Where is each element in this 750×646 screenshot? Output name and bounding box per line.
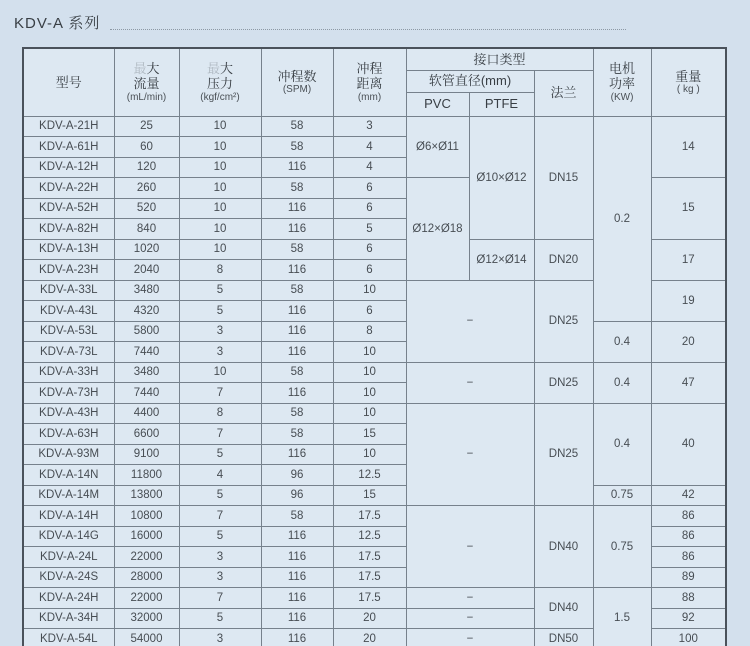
value-cell: 5800	[114, 321, 179, 342]
value-cell: 9100	[114, 444, 179, 465]
model-cell: KDV-A-33H	[23, 362, 114, 383]
value-cell: DN40	[534, 588, 593, 629]
header-line: 流量	[133, 76, 160, 92]
value-cell: 5	[333, 219, 406, 240]
value-cell: 17.5	[333, 506, 406, 527]
header-line: 重量	[675, 68, 702, 84]
faint-char: 最	[133, 61, 147, 77]
value-cell: 7440	[114, 342, 179, 363]
value-cell: Ø10×Ø12	[469, 116, 534, 239]
value-cell: DN50	[534, 629, 593, 646]
value-cell: 10	[333, 383, 406, 404]
value-cell: 1.5	[593, 588, 651, 646]
header-row-1	[23, 48, 726, 70]
value-cell: 10	[179, 362, 261, 383]
header-line: 压力	[206, 76, 233, 92]
model-cell: KDV-A-73L	[23, 342, 114, 363]
value-cell: 54000	[114, 629, 179, 646]
value-cell: 116	[261, 547, 333, 568]
value-cell: 89	[651, 567, 726, 588]
value-cell: DN15	[534, 116, 593, 239]
model-cell: KDV-A-14N	[23, 465, 114, 486]
value-cell: DN20	[534, 239, 593, 280]
value-cell: 10	[179, 137, 261, 158]
col-header-flange: 法兰	[534, 70, 593, 116]
value-cell: 0.2	[593, 116, 651, 321]
value-cell: DN25	[534, 403, 593, 506]
value-cell: 8	[333, 321, 406, 342]
value-cell: 15	[333, 424, 406, 445]
model-cell: KDV-A-43L	[23, 301, 114, 322]
value-cell: DN40	[534, 506, 593, 588]
model-cell: KDV-A-53L	[23, 321, 114, 342]
value-cell: 116	[261, 629, 333, 646]
value-cell: 2040	[114, 260, 179, 281]
model-cell: KDV-A-14G	[23, 526, 114, 547]
col-header-hose-diameter: 软管直径(mm)	[406, 70, 534, 92]
value-cell: 58	[261, 506, 333, 527]
model-cell: KDV-A-24L	[23, 547, 114, 568]
header-unit: ( kg )	[676, 84, 700, 96]
value-cell: −	[406, 362, 534, 403]
value-cell: 840	[114, 219, 179, 240]
value-cell: Ø12×Ø14	[469, 239, 534, 280]
model-cell: KDV-A-22H	[23, 178, 114, 199]
value-cell: 3	[179, 342, 261, 363]
value-cell: 4320	[114, 301, 179, 322]
model-cell: KDV-A-63H	[23, 424, 114, 445]
header-line	[182, 61, 259, 76]
header-line: 冲程	[356, 61, 383, 77]
value-cell: 0.4	[593, 362, 651, 403]
value-cell: Ø6×Ø11	[406, 116, 469, 178]
value-cell: 96	[261, 465, 333, 486]
faint-char: 最	[206, 61, 220, 77]
section-header	[14, 12, 714, 33]
value-cell: −	[406, 280, 534, 362]
model-cell: KDV-A-14H	[23, 506, 114, 527]
model-cell: KDV-A-12H	[23, 157, 114, 178]
col-header-weight	[651, 48, 726, 116]
value-cell: 58	[261, 178, 333, 199]
value-cell: 10	[179, 198, 261, 219]
col-header-stroke	[333, 48, 406, 116]
value-cell: 16000	[114, 526, 179, 547]
value-cell: 5	[179, 608, 261, 629]
header-line: 距离	[356, 76, 383, 92]
table-row	[23, 403, 726, 424]
value-cell: 116	[261, 383, 333, 404]
value-cell: 13800	[114, 485, 179, 506]
value-cell: 5	[179, 485, 261, 506]
table-row	[23, 588, 726, 609]
model-cell: KDV-A-23H	[23, 260, 114, 281]
value-cell: 15	[333, 485, 406, 506]
model-cell: KDV-A-82H	[23, 219, 114, 240]
value-cell: 17.5	[333, 567, 406, 588]
model-cell: KDV-A-34H	[23, 608, 114, 629]
value-cell: 20	[333, 608, 406, 629]
value-cell: 58	[261, 239, 333, 260]
value-cell: 22000	[114, 588, 179, 609]
value-cell: 10	[179, 219, 261, 240]
header-unit: (mL/min)	[126, 91, 167, 103]
value-cell: 88	[651, 588, 726, 609]
value-cell: 7	[179, 506, 261, 527]
value-cell: 60	[114, 137, 179, 158]
table-row	[23, 321, 726, 342]
col-header-interface-group: 接口类型	[406, 48, 593, 70]
value-cell: −	[406, 629, 534, 646]
value-cell: 116	[261, 321, 333, 342]
col-header-ptfe: PTFE	[469, 92, 534, 116]
value-cell: 3	[179, 321, 261, 342]
value-cell: 3	[179, 629, 261, 646]
col-header-max-pressure	[179, 48, 261, 116]
value-cell: 1020	[114, 239, 179, 260]
value-cell: 47	[651, 362, 726, 403]
value-cell: 116	[261, 157, 333, 178]
value-cell: 116	[261, 444, 333, 465]
value-cell: DN25	[534, 362, 593, 403]
value-cell: 58	[261, 116, 333, 137]
model-cell: KDV-A-43H	[23, 403, 114, 424]
value-cell: 92	[651, 608, 726, 629]
value-cell: 3	[179, 567, 261, 588]
value-cell: 116	[261, 567, 333, 588]
table-row	[23, 116, 726, 137]
value-cell: 58	[261, 137, 333, 158]
value-cell: −	[406, 608, 534, 629]
value-cell: 260	[114, 178, 179, 199]
value-cell: 6	[333, 178, 406, 199]
value-cell: 11800	[114, 465, 179, 486]
value-cell: −	[406, 403, 534, 506]
value-cell: Ø12×Ø18	[406, 178, 469, 281]
col-header-max-flow	[114, 48, 179, 116]
header-unit: (SPM)	[282, 84, 312, 96]
value-cell: 7440	[114, 383, 179, 404]
value-cell: 3	[333, 116, 406, 137]
value-cell: 6	[333, 239, 406, 260]
value-cell: 14	[651, 116, 726, 178]
value-cell: 42	[651, 485, 726, 506]
value-cell: 4400	[114, 403, 179, 424]
value-cell: 8	[179, 403, 261, 424]
value-cell: 10	[333, 342, 406, 363]
value-cell: 32000	[114, 608, 179, 629]
col-header-pvc: PVC	[406, 92, 469, 116]
value-cell: 0.75	[593, 485, 651, 506]
header-line: 功率	[609, 76, 636, 92]
value-cell: 116	[261, 219, 333, 240]
value-cell: 10	[179, 178, 261, 199]
value-cell: 28000	[114, 567, 179, 588]
table-row	[23, 485, 726, 506]
value-cell: 5	[179, 301, 261, 322]
value-cell: 6	[333, 260, 406, 281]
model-cell: KDV-A-93M	[23, 444, 114, 465]
table-header	[23, 48, 726, 116]
value-cell: 5	[179, 526, 261, 547]
value-cell: 5	[179, 444, 261, 465]
value-cell: 6	[333, 198, 406, 219]
value-cell: 116	[261, 608, 333, 629]
value-cell: 6600	[114, 424, 179, 445]
model-cell: KDV-A-14M	[23, 485, 114, 506]
model-cell: KDV-A-33L	[23, 280, 114, 301]
value-cell: 116	[261, 301, 333, 322]
value-cell: 17.5	[333, 588, 406, 609]
header-unit: (mm)	[357, 91, 382, 103]
value-cell: 10	[179, 157, 261, 178]
table-row	[23, 362, 726, 383]
table-row	[23, 506, 726, 527]
dotted-leader	[110, 28, 626, 30]
col-header-spm	[261, 48, 333, 116]
value-cell: 86	[651, 547, 726, 568]
header-line: 冲程数	[277, 68, 317, 84]
header-line: 电机	[609, 61, 636, 77]
value-cell: 520	[114, 198, 179, 219]
model-cell: KDV-A-73H	[23, 383, 114, 404]
value-cell: −	[406, 506, 534, 588]
value-cell: 100	[651, 629, 726, 646]
value-cell: 0.4	[593, 403, 651, 485]
value-cell: 15	[651, 178, 726, 240]
value-cell: 20	[333, 629, 406, 646]
model-cell: KDV-A-54L	[23, 629, 114, 646]
value-cell: 10	[333, 403, 406, 424]
value-cell: 10	[179, 116, 261, 137]
model-cell: KDV-A-24S	[23, 567, 114, 588]
model-cell: KDV-A-61H	[23, 137, 114, 158]
table-body	[23, 116, 726, 646]
value-cell: 116	[261, 342, 333, 363]
model-cell: KDV-A-52H	[23, 198, 114, 219]
value-cell: 8	[179, 260, 261, 281]
value-cell: 116	[261, 588, 333, 609]
value-cell: DN25	[534, 280, 593, 362]
value-cell: 7	[179, 424, 261, 445]
value-cell: 4	[179, 465, 261, 486]
value-cell: 4	[333, 157, 406, 178]
value-cell: 96	[261, 485, 333, 506]
value-cell: 116	[261, 526, 333, 547]
value-cell: 7	[179, 383, 261, 404]
value-cell: 6	[333, 301, 406, 322]
value-cell: 86	[651, 526, 726, 547]
value-cell: 5	[179, 280, 261, 301]
value-cell: 58	[261, 280, 333, 301]
value-cell: 10	[333, 280, 406, 301]
value-cell: 116	[261, 198, 333, 219]
value-cell: 40	[651, 403, 726, 485]
value-cell: 10800	[114, 506, 179, 527]
value-cell: 17.5	[333, 547, 406, 568]
header-line	[117, 61, 177, 76]
col-header-model: 型号	[23, 48, 114, 116]
value-cell: 58	[261, 424, 333, 445]
value-cell: −	[406, 588, 534, 609]
value-cell: 7	[179, 588, 261, 609]
value-cell: 10	[179, 239, 261, 260]
value-cell: 10	[333, 444, 406, 465]
value-cell: 116	[261, 260, 333, 281]
value-cell: 3	[179, 547, 261, 568]
value-cell: 0.4	[593, 321, 651, 362]
col-header-power	[593, 48, 651, 116]
value-cell: 25	[114, 116, 179, 137]
value-cell: 22000	[114, 547, 179, 568]
section-title: KDV-A 系列	[14, 15, 101, 32]
value-cell: 12.5	[333, 526, 406, 547]
value-cell: 20	[651, 321, 726, 362]
value-cell: 86	[651, 506, 726, 527]
value-cell: 17	[651, 239, 726, 280]
value-cell: 10	[333, 362, 406, 383]
header-unit: (kgf/cm²)	[200, 91, 240, 103]
value-cell: 3480	[114, 362, 179, 383]
value-cell: 3480	[114, 280, 179, 301]
header-text: 大	[146, 61, 160, 77]
value-cell: 120	[114, 157, 179, 178]
spec-table	[22, 47, 727, 646]
value-cell: 58	[261, 362, 333, 383]
value-cell: 58	[261, 403, 333, 424]
header-unit: (KW)	[610, 91, 634, 103]
value-cell: 12.5	[333, 465, 406, 486]
value-cell: 4	[333, 137, 406, 158]
model-cell: KDV-A-13H	[23, 239, 114, 260]
model-cell: KDV-A-24H	[23, 588, 114, 609]
header-text: 大	[220, 61, 234, 77]
value-cell: 0.75	[593, 506, 651, 588]
value-cell: 19	[651, 280, 726, 321]
model-cell: KDV-A-21H	[23, 116, 114, 137]
